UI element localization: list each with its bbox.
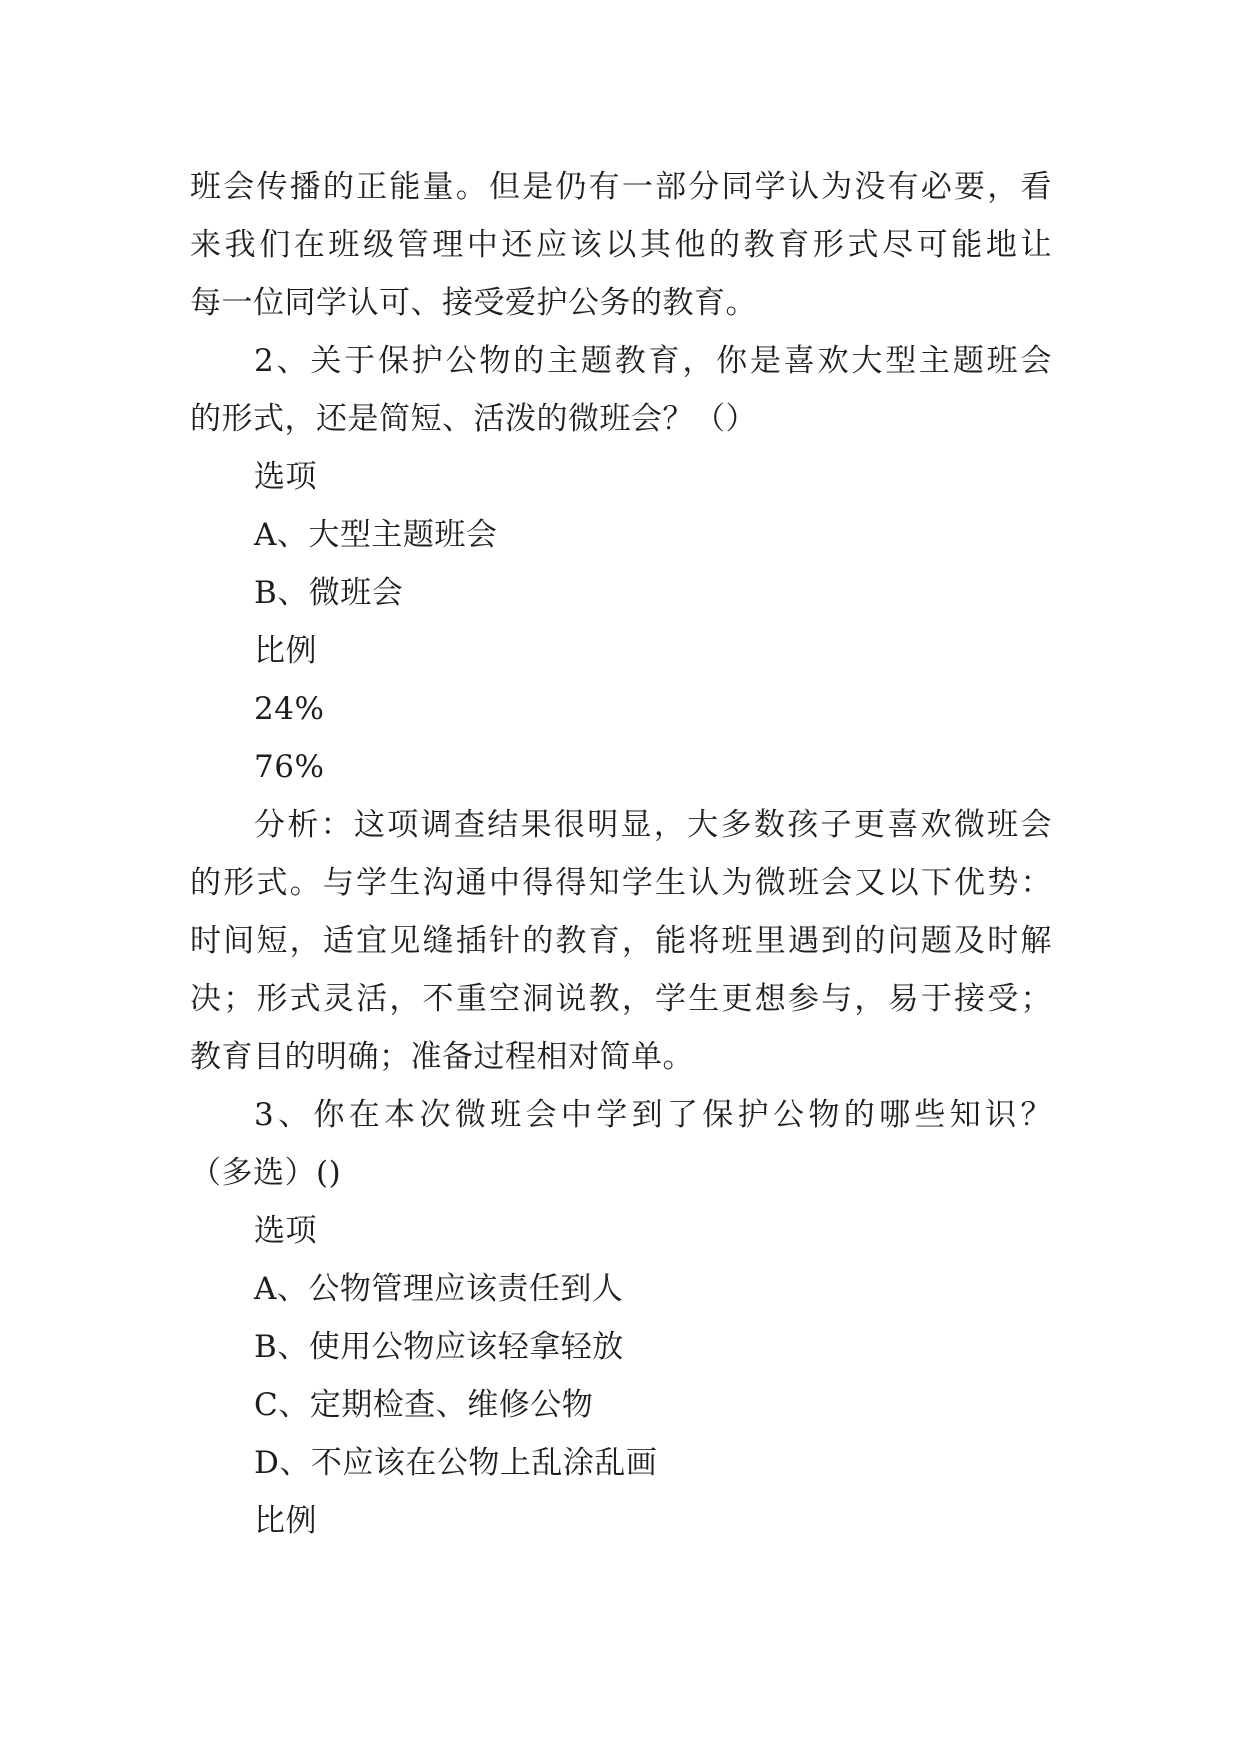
text-line: 每一位同学认可、接受爱护公务的教育。 — [190, 285, 757, 321]
text-line: 教育目的明确；准备过程相对简单。 — [190, 1039, 694, 1075]
option-c: C、定期检查、维修公物 — [254, 1387, 594, 1423]
option-d: D、不应该在公物上乱涂乱画 — [254, 1445, 658, 1481]
option-a: A、公物管理应该责任到人 — [254, 1271, 624, 1307]
option-b: B、微班会 — [254, 575, 404, 611]
text-line: 的形式，还是简短、活泼的微班会？（） — [190, 401, 757, 437]
text-line: 的形式。与学生沟通中得得知学生认为微班会又以下优势： — [190, 865, 1052, 901]
text-line: 班会传播的正能量。但是仍有一部分同学认为没有必要，看 — [190, 169, 1052, 205]
options-heading: 选项 — [254, 459, 317, 495]
text-line: 决；形式灵活，不重空洞说教，学生更想参与，易于接受； — [190, 981, 1052, 1017]
ratio-heading: 比例 — [254, 633, 317, 669]
text-line: 来我们在班级管理中还应该以其他的教育形式尽可能地让 — [190, 227, 1052, 263]
option-a: A、大型主题班会 — [254, 517, 498, 553]
text-line: 时间短，适宜见缝插针的教育，能将班里遇到的问题及时解 — [190, 923, 1052, 959]
ratio-a: 24% — [254, 691, 325, 727]
text-line: （多选）() — [190, 1155, 342, 1191]
ratio-heading: 比例 — [254, 1503, 317, 1539]
analysis-line: 分析：这项调查结果很明显，大多数孩子更喜欢微班会 — [254, 807, 1052, 843]
question-2-line: 2、关于保护公物的主题教育，你是喜欢大型主题班会 — [254, 343, 1052, 379]
ratio-b: 76% — [254, 749, 325, 785]
option-b: B、使用公物应该轻拿轻放 — [254, 1329, 624, 1365]
question-3-line: 3、你在本次微班会中学到了保护公物的哪些知识？ — [254, 1097, 1052, 1133]
options-heading: 选项 — [254, 1213, 317, 1249]
